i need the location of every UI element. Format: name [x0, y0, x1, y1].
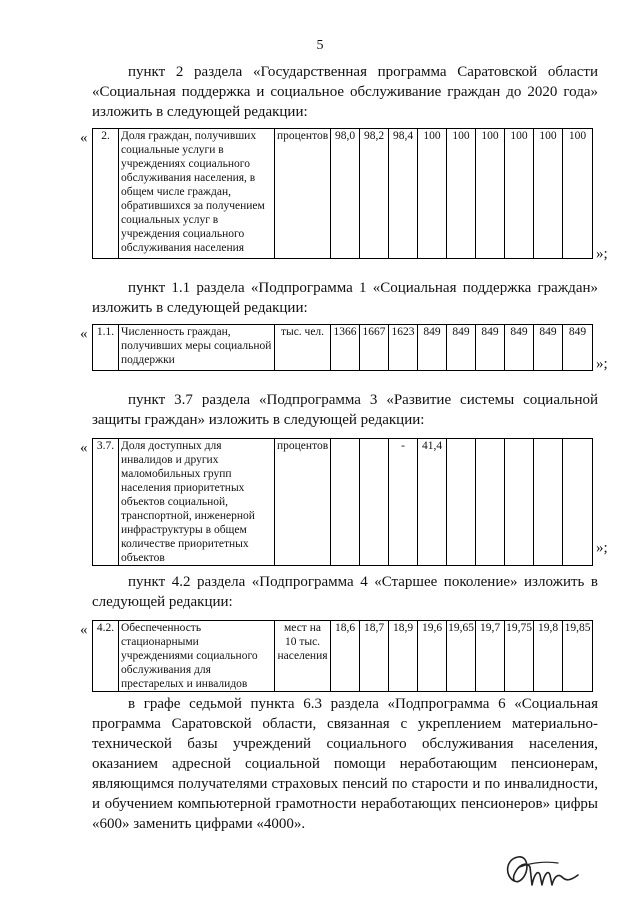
row-value: 100 [418, 129, 447, 259]
section-2-intro: пункт 1.1 раздела «Подпрограмма 1 «Социальная поддержка граждан» изложить в следующей редакции: [92, 280, 598, 316]
row-value: 849 [505, 325, 534, 371]
section-4-open-quote: « [80, 622, 88, 638]
table-row [93, 621, 593, 692]
row-value: 18,7 [360, 621, 389, 692]
row-value: 1366 [331, 325, 360, 371]
row-number: 3.7. [93, 439, 119, 566]
row-value: 100 [505, 129, 534, 259]
section-2-table [92, 324, 593, 371]
row-value: 1623 [389, 325, 418, 371]
section-2-open-quote: « [80, 326, 88, 342]
row-value [360, 439, 389, 566]
table-row [93, 325, 593, 371]
row-value: 19,8 [534, 621, 563, 692]
row-unit: тыс. чел. [275, 325, 331, 371]
row-value: 849 [418, 325, 447, 371]
section-1-open-quote: « [80, 130, 88, 146]
row-description: Доля доступных для инвалидов и других маломобильных групп населения приоритетных объектов социальной, транспортной, инженерной инфраструктуры в общем количестве приоритетных объектов [119, 439, 275, 566]
row-value: 98,0 [331, 129, 360, 259]
final-paragraph: в графе седьмой пункта 6.3 раздела «Подпрограмма 6 «Социальная программа Саратовской области, связанная с укреплением материально-технической базы учреждений социального обслуживания населения, оказанием адресной социальной помощи неработающим пенсионерам, являющимся получателями страховых пенсий по старости и по инвалидности, и обучением компьютерной грамотности неработающих пенсионеров» цифры «600» заменить цифрами «4000». [92, 696, 598, 832]
signature [500, 845, 590, 895]
row-description: Обеспеченность стационарными учреждениями социального обслуживания для престарелых и инвалидов [119, 621, 275, 692]
row-value: 18,9 [389, 621, 418, 692]
section-1-table [92, 128, 593, 259]
row-value: 18,6 [331, 621, 360, 692]
row-value: 19,7 [476, 621, 505, 692]
page-number: 5 [316, 38, 324, 53]
row-value: 849 [534, 325, 563, 371]
section-3-table [92, 438, 593, 566]
row-unit: мест на 10 тыс. населения [275, 621, 331, 692]
row-value: 19,65 [447, 621, 476, 692]
row-value: - [389, 439, 418, 566]
row-number: 2. [93, 129, 119, 259]
row-description: Численность граждан, получивших меры социальной поддержки [119, 325, 275, 371]
row-value: 849 [447, 325, 476, 371]
row-value: 849 [476, 325, 505, 371]
row-value [563, 439, 593, 566]
row-value: 19,6 [418, 621, 447, 692]
row-value: 98,4 [389, 129, 418, 259]
row-value: 41,4 [418, 439, 447, 566]
row-value [505, 439, 534, 566]
section-1-intro: пункт 2 раздела «Государственная программа Саратовской области «Социальная поддержка и социальное обслуживание граждан до 2020 года» изложить в следующей редакции: [92, 64, 598, 120]
row-description: Доля граждан, получивших социальные услуги в учреждениях социального обслуживания населения, в общем числе граждан, обратившихся за получением социальных услуг в учреждения социального обслуживания населения [119, 129, 275, 259]
row-number: 1.1. [93, 325, 119, 371]
table-row [93, 439, 593, 566]
section-2-close-quote: »; [596, 356, 608, 372]
section-3-close-quote: »; [596, 540, 608, 556]
row-unit: процентов [275, 129, 331, 259]
section-1-close-quote: »; [596, 246, 608, 262]
row-value [331, 439, 360, 566]
row-value: 19,85 [563, 621, 593, 692]
row-value: 1667 [360, 325, 389, 371]
row-value: 19,75 [505, 621, 534, 692]
row-value [447, 439, 476, 566]
section-3-open-quote: « [80, 440, 88, 456]
row-value: 100 [534, 129, 563, 259]
section-4-intro: пункт 4.2 раздела «Подпрограмма 4 «Старшее поколение» изложить в следующей редакции: [92, 574, 598, 610]
section-4-table [92, 620, 593, 692]
row-value [534, 439, 563, 566]
row-value: 98,2 [360, 129, 389, 259]
section-3-intro: пункт 3.7 раздела «Подпрограмма 3 «Развитие системы социальной защиты граждан» изложить в следующей редакции: [92, 392, 598, 428]
row-unit: процентов [275, 439, 331, 566]
row-number: 4.2. [93, 621, 119, 692]
table-row [93, 129, 593, 259]
row-value: 100 [563, 129, 593, 259]
row-value [476, 439, 505, 566]
row-value: 849 [563, 325, 593, 371]
row-value: 100 [447, 129, 476, 259]
row-value: 100 [476, 129, 505, 259]
